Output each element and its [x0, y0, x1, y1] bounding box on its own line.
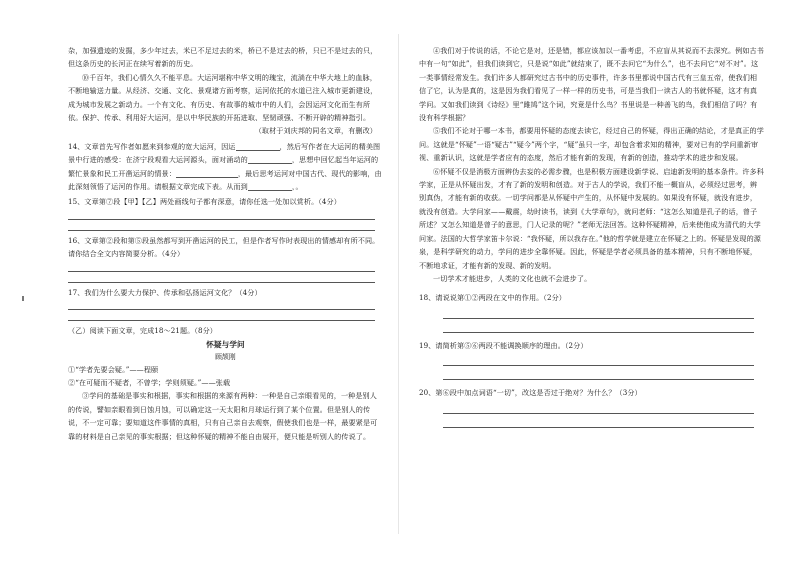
essay-author: 顾颉刚: [215, 352, 236, 361]
paragraph-4: ④我们对于传说的话，不论它是对，还是错，都应该加以一番考虑，不应盲从其说而不去深究。例如古书中有一句“如此”，但我们读到它，只是说“如此”就结束了，既不去问它“为什么”，也不去问它“对不对”。这一类事情经常发生。我们许多人都研究过古书中的历史事件，许多书里都说中国古代有三皇五帝，使我们相信了它，认为是真的，这是因为我们看见了一样一样的历史书，可是当我们一读古人的书就怀疑，这才有真学问。又如我们读到《诗经》里“雎鸠”这个词，究竟是什么鸟？书里说是一种善飞的鸟，我们相信了吗？有没有科学根据？: [419, 46, 764, 123]
answer-line[interactable]: [443, 324, 754, 333]
answer-line[interactable]: [68, 212, 375, 220]
question-20: 20、第⑥段中加点词语“一切”，改这是否过于绝对？为什么？（3分）: [419, 388, 642, 398]
blank-14-b[interactable]: [248, 155, 292, 164]
question-15: 15、文章第⑦段【甲】【乙】两处画线句子都有深意，请你任选一处加以赏析。（4分）: [68, 197, 341, 207]
question-19: 19、请简析第⑤⑥两段不能调换顺序的理由。（2分）: [419, 340, 588, 350]
blank-14-a[interactable]: [236, 142, 280, 151]
blank-14-d[interactable]: [248, 182, 292, 191]
answer-line[interactable]: [68, 264, 375, 272]
answer-line[interactable]: [68, 302, 375, 310]
answer-line[interactable]: [68, 223, 375, 231]
section-b-intro: （乙）阅读下面文章，完成18～21题。（8分）: [68, 326, 218, 336]
paragraph-top: 杂，加强遗迹的发掘，多少年过去，米已不足过去的米，桥已不是过去的桥，只已不是过去的只，但这条历史的长河正在续写着新的历史。: [68, 46, 378, 69]
right-page: [397, 0, 794, 561]
answer-line[interactable]: [443, 310, 754, 319]
answer-line[interactable]: [443, 357, 754, 366]
question-18: 18、请说说第①②两段在文中的作用。（2分）: [419, 293, 566, 303]
answer-line[interactable]: [443, 419, 754, 428]
paragraph-10: ⑩千百年，我们心情久久不能平息。大运河堪称中华文明的瑰宝，流淌在中华大地上的血脉，不断地输送力量。从经济、交通、文化、景观诸方面考察，运河依托的水道已注入城市更新建设，成为城市发展之新动力。一个有文化、有历史、有故事的城市中的人们，会因运河文化而生有所依。保护、传承、利用好大运河，是以中华民族的开拓进取、坚韧顽强、不断开辟的精神指引。: [68, 72, 378, 123]
paragraph-5: ⑤我们不论对于哪一本书，都要用怀疑的态度去读它，经过自己的怀疑，得出正确的结论，才是真正的学问。这就是“怀疑”一语“疑古”“疑今”两个字，“疑”虽只一字，却包含着求知的精神，要对已有的学问重新审视、重新认识，这就是学者应有的态度，然后才能有新的发现，有新的创造，推动学术的进步和发展。: [419, 126, 764, 163]
essay-title: 怀疑与学问: [206, 339, 245, 349]
blank-14-c[interactable]: [176, 169, 238, 178]
margin-mark: [22, 296, 24, 301]
question-16: 16、文章第②段和第⑤段虽然都写到开凿运河的民工，但是作者写作时表现出的情感却有所不同。请你结合全文内容简要分析。（4分）: [68, 235, 380, 259]
paragraph-3: ③学问的基础是事实和根据，事实和根据的来源有两种：一种是自己亲眼看见的，一种是别人的传说，譬如亲眼看到日蚀月蚀，可以确定这一天太阳和月球运行到了某个位置。但是别人的传说，不一定可靠；要知道这件事情的真相，只有自己亲自去观察，假使我们也是一样，最要紧是可靠的材料是自己亲见的事实根据；但这种怀疑的精神不能自由展开，便只能是听别人的传说了。: [68, 391, 378, 441]
source-note: （取材于刘庆邦的同名文章，有删改）: [254, 126, 377, 136]
quote-2: ②“在可疑而不疑者，不曾学；学则须疑。”——张载: [68, 377, 231, 387]
question-14: 14、文章首先写作者如愿来到参观的宽大运河，因运 ，然后写作者在大运河的精美图景中行进的感受：在济宁段观看大运河源头，面对涌动的 ，思想中回忆起当年运河的繁忙景象和民工开凿运河的情景： ，最后思考运河对中国古代、现代的影响，由此深刻领悟了运河的作用。请根据文章完成下表。从而到 ，。: [68, 141, 382, 192]
question-17: 17、我们为什么要大力保护、传承和弘扬运河文化？（4分）: [68, 287, 262, 297]
quote-1: ①“学者先要会疑。”——程颐: [68, 364, 159, 374]
paragraph-6-end: 一切学术才能进步，人类的文化也就不会进步了。: [433, 273, 592, 283]
paragraph-6: ⑥怀疑不仅是消极方面辨伪去妄的必需步骤，也是积极方面建设新学说、启迪新发明的基本条件。许多科学家，正是从怀疑出发，才有了新的发明和创造。对于古人的学说，我们不能一概盲从，必须经过思考，辨别真伪，才能有新的收获。一切学问都是从怀疑中产生的，从怀疑中发展的。如果没有怀疑，就没有进步，就没有创造。大学问家——戴震，幼时读书，读到《大学章句》，就问老师：“这怎么知道是孔子的话，曾子所述？又怎么知道是曾子的意思，门人记录的呢？”老师无法回答。这种怀疑精神，后来使他成为清代的大学问家。法国的大哲学家笛卡尔说：“我怀疑，所以我存在。”他的哲学就是建立在怀疑之上的。怀疑是发现的源泉，是科学研究的动力，学问的进步全靠怀疑。因此，怀疑是学者必须具备的基本精神，只有不断地怀疑，不断地求证，才能有新的发现、新的发明。: [419, 166, 764, 270]
answer-line[interactable]: [68, 313, 375, 321]
answer-line[interactable]: [443, 371, 754, 380]
answer-line[interactable]: [68, 275, 375, 283]
answer-line[interactable]: [443, 405, 754, 414]
